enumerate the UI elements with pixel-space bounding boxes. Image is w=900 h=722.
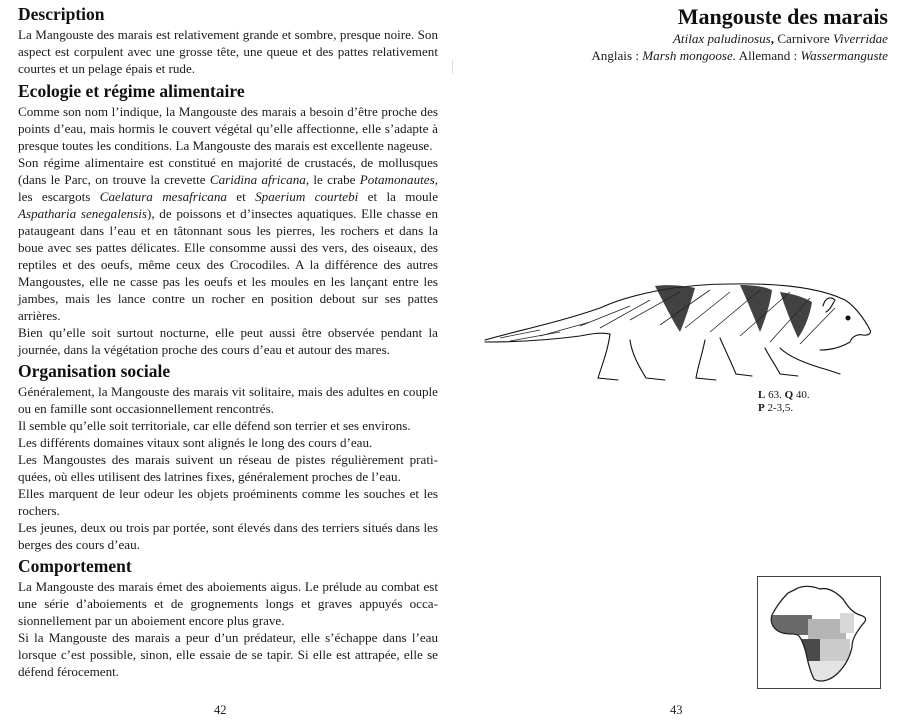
section-body [18, 383, 438, 553]
italic-term: Spaerium courtebi [255, 189, 359, 204]
page-number-left: 42 [214, 703, 227, 717]
text-run: Il semble qu’elle soit territoriale, car elle défend son terrier et ses environs. [18, 418, 411, 433]
section-heading: Description [18, 4, 105, 24]
section-heading: Comportement [18, 556, 132, 576]
tail-value: 40. [795, 389, 810, 401]
section-body [18, 578, 438, 680]
english-label: Anglais : [591, 48, 643, 63]
text-run: , les escargots [18, 172, 438, 204]
text-run: La Mangouste des marais émet des aboiements aigus. Le prélude au combat est une série d’aboiements et de grognements longs et graves appuyés occasionnellement par un aboiement encore plus grave. [18, 579, 438, 628]
paragraph [18, 417, 438, 434]
section-heading: Organisation sociale [18, 361, 171, 381]
italic-term: Potamonautes [359, 172, 435, 187]
italic-term: Caridina africana, [209, 172, 310, 187]
length-label: L [758, 389, 766, 401]
text-run: Les différents domaines vitaux sont alignés le long des cours d’eau. [18, 435, 373, 450]
range-southwest-africa [798, 639, 822, 661]
text-run: Comme son nom l’indique, la Mangouste des marais a besoin d’être proche des points d’eau, mais hormis le couvert végétal qu’elle affectionne, elle s’adapte à presque toutes les conditions. La Mangouste des marais est excellente nageuse. [18, 104, 438, 153]
text-run: le crabe [309, 172, 360, 187]
text-run: La Mangouste des marais est relativement grande et sombre, presque noire. Son aspect est corpulent avec une grosse tête, une queue et des pattes relativement courtes et un pelage épais et rude. [18, 27, 438, 76]
text-run: Les Mangoustes des marais suivent un réseau de pistes régulièrement pratiquées, où elles utilisent des latrines fixes, généralement proches de l’eau. [18, 452, 438, 484]
page-number-right: 43 [670, 703, 683, 717]
paragraph [18, 103, 438, 154]
species-title: Mangouste des marais [677, 4, 888, 29]
paragraph [18, 324, 438, 358]
text-run: Les jeunes, deux ou trois par portée, sont élevés dans des terriers situés dans les berges des cours d’eau. [18, 520, 438, 552]
section-behaviour [18, 556, 438, 680]
paragraph [18, 629, 438, 680]
english-name: Marsh mongoose. [642, 48, 737, 63]
range-west-africa [768, 615, 812, 635]
text-run: et [226, 189, 256, 204]
paragraph [18, 578, 438, 629]
section-body [18, 103, 438, 358]
german-label: Allemand : [736, 48, 801, 63]
german-name: Wassermanguste [800, 48, 888, 63]
paragraph [18, 519, 438, 553]
taxonomy-line [470, 30, 888, 47]
text-run: Généralement, la Mangouste des marais vit solitaire, mais des adultes en couple ou en famille sont occasionnellement rencontrés. [18, 384, 438, 416]
common-names-line [470, 47, 888, 64]
page-gutter-mark [452, 60, 453, 74]
italic-term: Aspatharia senegalensis [18, 206, 148, 221]
mongoose-drawing-icon [480, 270, 880, 385]
text-run: Si la Mangouste des marais a peur d’un prédateur, elle s’échappe dans l’eau lorsque c’est possible, sinon, elle essaie de se tapir. Si elle est attrapée, elle se défend férocement. [18, 630, 438, 679]
measure-line-weight [758, 402, 810, 415]
length-value: 63. [768, 389, 782, 401]
order-name: Carnivore [777, 31, 830, 46]
text-run: ), de poissons et d’insectes aquatiques. Elle chasse en pataugeant dans l’eau et en tâtonnant sous les pierres, les rochers et dans la boue avec ses pattes délicates. Elle consomme aussi des vers, des oiseaux, des reptiles et des oeufs, même ceux des Crocodiles. A la différence des autres Mangoustes, elle ne casse pas les oeufs et les moules en les lançant entre les jambes, mais les lance contre un rocher en position debout sur ses pattes arrières. [18, 206, 438, 323]
paragraph [18, 154, 438, 324]
text-run: Bien qu’elle soit surtout nocturne, elle peut aussi être observée pendant la journée, dans la végétation proche des cours d’eau et autour des mares. [18, 325, 438, 357]
text-run: et la moule [358, 189, 439, 204]
section-social-organisation [18, 361, 438, 553]
africa-distribution-map-icon [757, 576, 881, 689]
weight-value: 2-3,5. [767, 402, 794, 414]
paragraph [18, 451, 438, 485]
paragraph [18, 485, 438, 519]
left-page [18, 4, 438, 680]
text-run: Elles marquent de leur odeur les objets proéminents comme les souches et les rochers. [18, 486, 438, 518]
section-heading: Ecologie et régime alimentaire [18, 81, 245, 101]
body-measurements [758, 389, 810, 415]
section-ecology [18, 81, 438, 358]
tail-label: Q [784, 389, 794, 401]
paragraph [18, 383, 438, 417]
measure-line-length-tail [758, 389, 810, 402]
weight-label: P [758, 402, 765, 414]
range-southeast-africa [820, 639, 850, 661]
paragraph [18, 26, 438, 77]
family-name: Viverridae [832, 31, 888, 46]
scientific-name: Atilax paludinosus [672, 31, 771, 46]
section-description [18, 4, 438, 77]
section-body [18, 26, 438, 77]
text-run: Son régime alimentaire est constitué en majorité de crustacés, de mollusques (dans le Parc, on trouve la crevette [18, 155, 438, 187]
paragraph [18, 434, 438, 451]
right-page-header [470, 4, 888, 64]
taxonomy-separator: , [770, 31, 778, 46]
italic-term: Caelatura mesafricana [99, 189, 227, 204]
